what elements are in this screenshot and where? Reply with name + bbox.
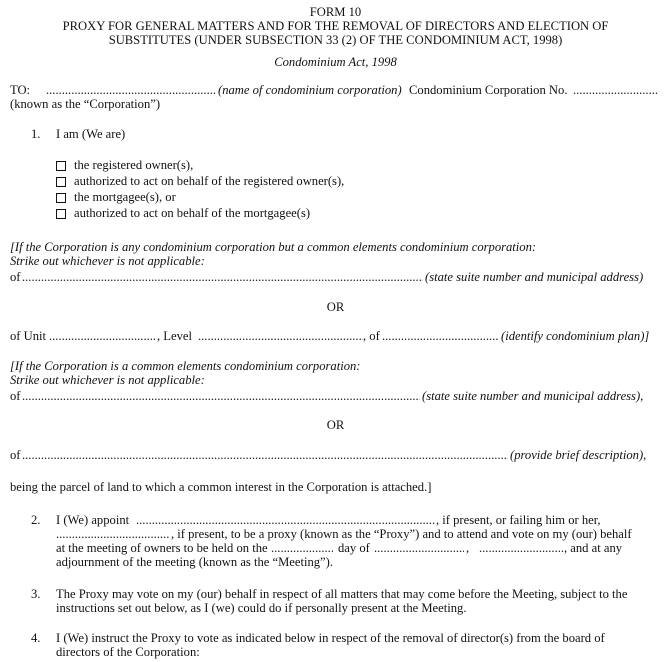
general-of-label: of	[10, 270, 21, 284]
meeting-day-field[interactable]	[271, 541, 333, 556]
comma-separator: ,	[466, 541, 470, 555]
form-title-line-1: PROXY FOR GENERAL MATTERS AND FOR THE REMOVAL OF DIRECTORS AND ELECTION OF	[62, 19, 609, 33]
description-of-label: of	[10, 448, 21, 462]
option-label: the mortgagee(s), or	[74, 190, 176, 204]
level-field[interactable]	[198, 329, 363, 344]
common-intro: [If the Corporation is a common elements condominium corporation:	[10, 359, 361, 373]
condominium-plan-field[interactable]	[382, 329, 499, 344]
to-label: TO:	[10, 83, 31, 97]
condominium-plan-hint: (identify condominium plan)]	[501, 329, 650, 343]
general-suite-address-field[interactable]	[22, 270, 423, 285]
proxy-definition-text: , if present, to be a proxy (known as the “Proxy”) and to attend and vote on my (our) behalf	[171, 527, 632, 541]
section-3-line-2: instructions set out below, as I (we) could do if personally present at the Meeting.	[56, 601, 467, 615]
form-title-line-2: SUBSTITUTES (UNDER SUBSECTION 33 (2) OF THE CONDOMINIUM ACT, 1998)	[108, 33, 563, 47]
section-2-number: 2.	[31, 513, 41, 527]
appoint-label: I (We) appoint	[56, 513, 130, 527]
common-of-label: of	[10, 389, 21, 403]
proxy-name-field[interactable]	[136, 513, 435, 528]
unit-field[interactable]	[49, 329, 155, 344]
brief-description-hint: (provide brief description),	[510, 448, 647, 462]
section-3-line-1: The Proxy may vote on my (our) behalf in respect of all matters that may come before the Meeting, subject to the	[56, 587, 628, 601]
common-strike-note: Strike out whichever is not applicable:	[10, 373, 205, 387]
meeting-month-field[interactable]	[374, 541, 464, 556]
general-strike-note: Strike out whichever is not applicable:	[10, 254, 205, 268]
general-suite-address-hint: (state suite number and municipal address)	[425, 270, 644, 284]
alternate-proxy-field[interactable]	[56, 527, 170, 542]
and-at-any-text: , and at any	[564, 541, 623, 555]
meeting-year-field[interactable]	[479, 541, 563, 556]
common-suite-address-hint: (state suite number and municipal address),	[422, 389, 644, 403]
or-divider: OR	[326, 300, 345, 314]
mortgagee-checkbox[interactable]	[56, 193, 66, 203]
unit-label: of Unit	[10, 329, 47, 343]
adjournment-text: adjournment of the meeting (known as the “Meeting”).	[56, 555, 333, 569]
section-4-number: 4.	[31, 631, 41, 645]
registered-owner-checkbox[interactable]	[56, 161, 66, 171]
level-label: , Level	[157, 329, 192, 343]
common-suite-address-field[interactable]	[22, 389, 420, 404]
failing-text: , if present, or failing him or her,	[436, 513, 601, 527]
corporation-number-label: Condominium Corporation No.	[409, 83, 568, 97]
section-3-number: 3.	[31, 587, 41, 601]
meeting-text: at the meeting of owners to be held on the	[56, 541, 268, 555]
option-label: the registered owner(s),	[74, 158, 194, 172]
day-of-label: day of	[338, 541, 370, 555]
general-intro: [If the Corporation is any condominium corporation but a common elements condominium corporation:	[10, 240, 537, 254]
of-plan-label: , of	[363, 329, 380, 343]
section-4-line-2: directors of the Corporation:	[56, 645, 200, 659]
section-1-number: 1.	[31, 127, 41, 141]
or-divider: OR	[326, 418, 345, 432]
brief-description-field[interactable]	[22, 448, 508, 463]
authorized-mortgagee-checkbox[interactable]	[56, 209, 66, 219]
act-name: Condominium Act, 1998	[274, 55, 397, 69]
authorized-owner-checkbox[interactable]	[56, 177, 66, 187]
option-label: authorized to act on behalf of the mortgagee(s)	[74, 206, 311, 220]
section-4-line-1: I (We) instruct the Proxy to vote as indicated below in respect of the removal of director(s) from the board of	[56, 631, 605, 645]
option-label: authorized to act on behalf of the registered owner(s),	[74, 174, 345, 188]
corporation-number-field[interactable]	[573, 83, 658, 98]
section-1-text: I am (We are)	[56, 127, 126, 141]
corporation-name-hint: (name of condominium corporation)	[218, 83, 402, 97]
parcel-statement: being the parcel of land to which a common interest in the Corporation is attached.]	[10, 480, 432, 494]
known-as-corporation: (known as the “Corporation”)	[10, 97, 161, 111]
corporation-name-field[interactable]	[46, 83, 216, 98]
form-number: FORM 10	[309, 5, 362, 19]
